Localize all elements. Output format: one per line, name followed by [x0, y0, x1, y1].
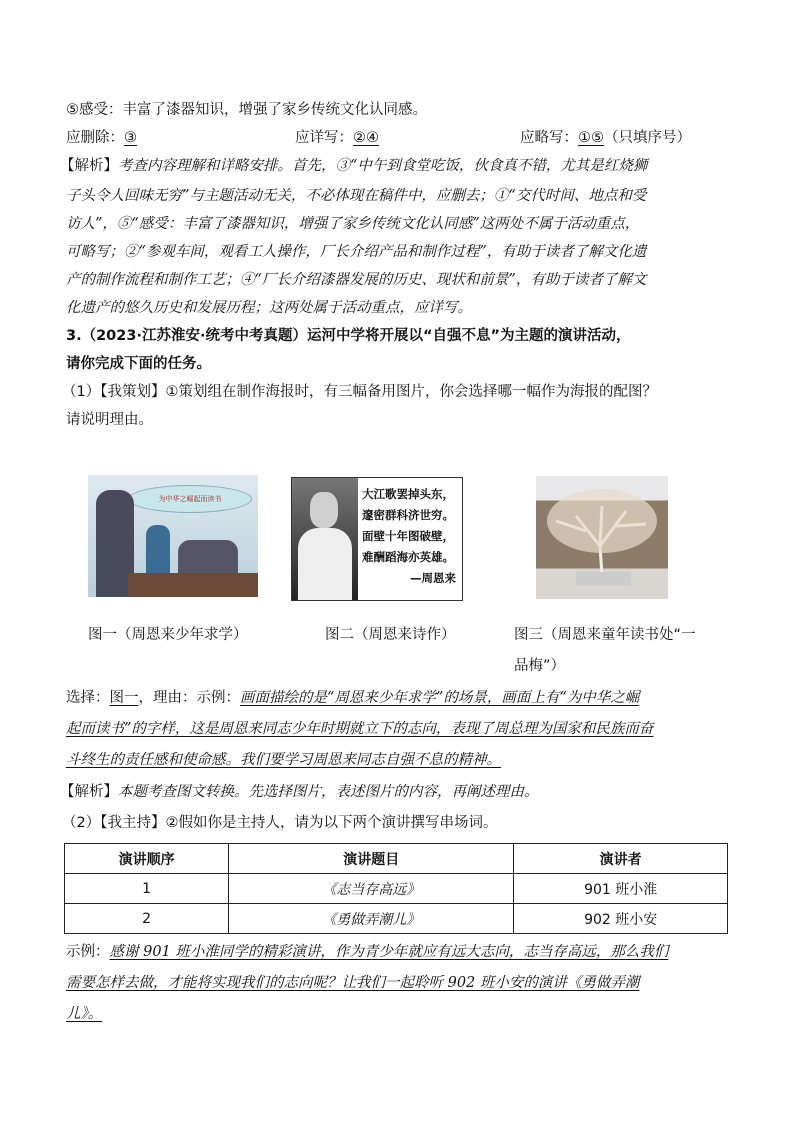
speech-table: [64, 843, 728, 934]
detail-answer: ②④: [353, 130, 379, 146]
answer1-line: 选择：图一，理由：示例：画面描绘的是“周恩来少年求学”的场景，画面上有“为中华之崛: [66, 690, 640, 706]
table-cell: 1: [65, 874, 229, 904]
answer2-line: 需要怎样去做，才能将实现我们的志向呢？让我们一起聆听 902 班小安的演讲《勇做弄潮: [66, 975, 640, 991]
caption-2: 图二（周恩来诗作）: [325, 627, 456, 643]
fill-detail: [295, 128, 379, 148]
image-zhou-poem: [291, 477, 463, 601]
table-row: [65, 874, 728, 904]
delete-label: 应删除：: [66, 130, 124, 146]
analysis1-line: 化遗产的悠久历史和发展历程；这两处属于活动重点，应详写。: [66, 300, 472, 316]
answer2-line: 示例：感谢 901 班小淮同学的精彩演讲，作为青少年就应有远大志向，志当存高远，那么我们: [66, 944, 669, 960]
answer2-line: 儿》。: [66, 1006, 103, 1022]
caption-3-cont: 品梅”）: [514, 658, 566, 674]
table-header-row: [65, 844, 728, 874]
table-cell: 902 班小安: [514, 904, 728, 934]
part1-line: 请说明理由。: [66, 412, 153, 428]
analysis1-line: 产的制作流程和制作工艺；④“厂长介绍漆器发展的历史、现状和前景”，有助于读者了解文: [66, 272, 647, 288]
table-cell: 2: [65, 904, 229, 934]
table-cell: 《勇做弄潮儿》: [229, 904, 514, 934]
table-header: 演讲顺序: [65, 844, 229, 874]
table-row: [65, 904, 728, 934]
fill-delete: [66, 128, 137, 148]
poem-text: 大江歌罢掉头东， 邃密群科济世穷。 面壁十年图破壁， 难酬蹈海亦英雄。 —周恩来: [362, 487, 456, 585]
question3-line: 请你完成下面的任务。: [66, 356, 211, 372]
analysis2-line: 【解析】本题考查图文转换。先选择图片，表述图片的内容，再阐述理由。: [60, 784, 539, 800]
desk: [128, 573, 258, 597]
image-plum-tree-courtyard: [536, 476, 668, 599]
plum-tree-icon: [536, 476, 668, 599]
portrait-photo: [292, 478, 358, 600]
image-zhou-youth-study: [88, 475, 258, 597]
part1-line: （1）【我策划】①策划组在制作海报时，有三幅备用图片，你会选择哪一幅作为海报的配图？: [62, 384, 657, 400]
answer1-line: 起而读书”的字样，这是周恩来同志少年时期就立下的志向，表现了周总理为国家和民族而奋: [66, 721, 654, 737]
analysis-tag: 【解析】: [60, 158, 118, 174]
delete-answer: ③: [124, 130, 137, 146]
brief-answer: ①⑤: [578, 130, 604, 146]
analysis1-line: 【解析】考查内容理解和详略安排。首先，③“中午到食堂吃饭，伙食真不错，尤其是红烧狮: [60, 158, 648, 174]
image-banner: 为中华之崛起而读书: [128, 485, 252, 513]
fill-brief: [520, 128, 691, 148]
table-cell: 《志当存高远》: [229, 874, 514, 904]
caption-1: 图一（周恩来少年求学）: [88, 627, 248, 643]
brief-label: 应略写：: [520, 130, 578, 146]
brief-note: （只填序号）: [604, 130, 691, 146]
question3-line: 3.（2023·江苏淮安·统考中考真题）运河中学将开展以“自强不息”为主题的演讲活动，: [66, 328, 631, 344]
analysis1-line: 子头令人回味无穷”与主题活动无关，不必体现在稿件中，应删去；①“交代时间、地点和受: [66, 188, 647, 204]
choice-answer: 图一: [109, 690, 139, 706]
part2-line: （2）【我主持】②假如你是主持人，请为以下两个演讲撰写串场词。: [62, 815, 498, 831]
table-header: 演讲者: [514, 844, 728, 874]
table-header: 演讲题目: [229, 844, 514, 874]
answer1-line: 斗终生的责任感和使命感。我们要学习周恩来同志自强不息的精神。: [66, 752, 501, 768]
table-cell: 901 班小淮: [514, 874, 728, 904]
caption-3: 图三（周恩来童年读书处“一: [514, 627, 696, 643]
detail-label: 应详写：: [295, 130, 353, 146]
intro-line: ⑤感受：丰富了漆器知识，增强了家乡传统文化认同感。: [66, 102, 427, 118]
analysis1-line: 访人”，⑤“感受：丰富了漆器知识，增强了家乡传统文化认同感”这两处不属于活动重点，: [66, 216, 640, 232]
analysis1-line: 可略写；②“参观车间，观看工人操作，厂长介绍产品和制作过程”，有助于读者了解文化遗: [66, 244, 647, 260]
